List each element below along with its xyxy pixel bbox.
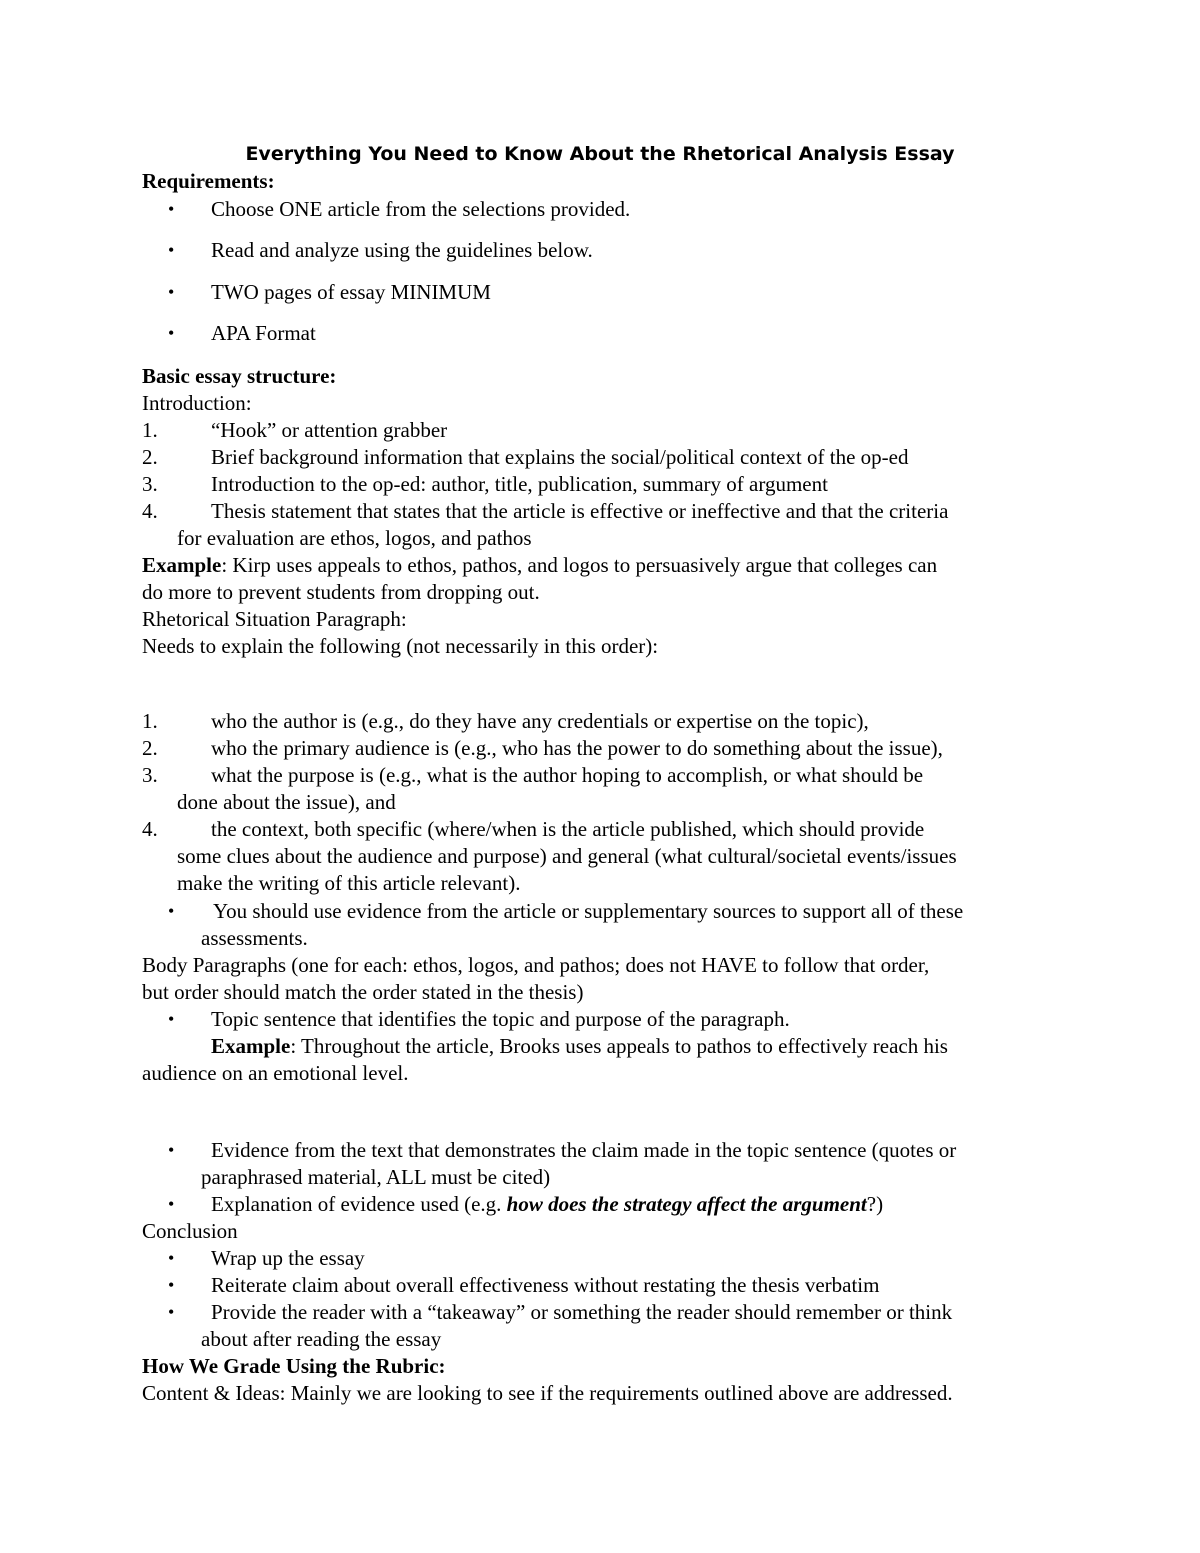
intro-item: Brief background information that explains the social/political context of the op-ed: [211, 445, 909, 469]
body-evidence-bullet: Evidence from the text that demonstrates the claim made in the topic sentence (quotes or: [211, 1138, 957, 1162]
example-label: Example: [142, 553, 222, 577]
conclusion-item-continuation: about after reading the essay: [201, 1327, 442, 1351]
example-text: : Kirp uses appeals to ethos, pathos, and logos to persuasively argue that colleges can: [221, 553, 938, 577]
body-evidence-continuation: paraphrased material, ALL must be cited): [201, 1165, 551, 1189]
bullet-icon: •: [168, 323, 175, 343]
conclusion-label: Conclusion: [142, 1219, 238, 1243]
list-number: 2.: [142, 445, 158, 469]
list-number: 1.: [142, 709, 158, 733]
rhetorical-item: who the author is (e.g., do they have any credentials or expertise on the topic),: [211, 709, 869, 733]
bullet-icon: •: [168, 901, 175, 921]
bullet-icon: •: [168, 1302, 175, 1322]
requirement-item: TWO pages of essay MINIMUM: [211, 280, 491, 304]
rhetorical-item: what the purpose is (e.g., what is the author hoping to accomplish, or what should be: [211, 763, 924, 787]
intro-item: “Hook” or attention grabber: [211, 418, 448, 442]
rhetorical-lead: Needs to explain the following (not necessarily in this order):: [142, 634, 659, 658]
rhetorical-bullet: You should use evidence from the article or supplementary sources to support all of these: [213, 899, 964, 923]
rhetorical-bullet-continuation: assessments.: [201, 926, 308, 950]
rhetorical-item: the context, both specific (where/when is the article published, which should provide: [211, 817, 925, 841]
bullet-icon: •: [168, 240, 175, 260]
rhetorical-item-continuation: make the writing of this article relevant).: [177, 871, 521, 895]
bullet-icon: •: [168, 282, 175, 302]
body-label: Body Paragraphs (one for each: ethos, logos, and pathos; does not HAVE to follow that order,: [142, 953, 930, 977]
intro-example: [142, 552, 937, 579]
explanation-emphasis: how does the strategy affect the argument: [506, 1192, 867, 1216]
body-explanation-bullet: [211, 1191, 883, 1218]
bullet-icon: •: [168, 1140, 175, 1160]
bullet-icon: •: [168, 1248, 175, 1268]
example-text-continuation: audience on an emotional level.: [142, 1061, 409, 1085]
example-text: : Throughout the article, Brooks uses appeals to pathos to effectively reach his: [290, 1034, 948, 1058]
bullet-icon: •: [168, 199, 175, 219]
grading-content: Content & Ideas: Mainly we are looking to see if the requirements outlined above are addressed.: [142, 1381, 953, 1405]
intro-item-continuation: for evaluation are ethos, logos, and pathos: [177, 526, 532, 550]
introduction-label: Introduction:: [142, 391, 252, 415]
rhetorical-item-continuation: some clues about the audience and purpose) and general (what cultural/societal events/issues: [177, 844, 957, 868]
list-number: 1.: [142, 418, 158, 442]
explanation-text-end: ?): [866, 1192, 884, 1216]
list-number: 4.: [142, 817, 158, 841]
explanation-text: Explanation of evidence used (e.g.: [211, 1192, 507, 1216]
page-title: Everything You Need to Know About the Rhetorical Analysis Essay: [245, 143, 955, 165]
structure-heading: Basic essay structure:: [142, 364, 337, 388]
requirement-item: APA Format: [211, 321, 316, 345]
example-label: Example: [211, 1034, 291, 1058]
requirement-item: Choose ONE article from the selections provided.: [211, 197, 631, 221]
body-topic-bullet: Topic sentence that identifies the topic and purpose of the paragraph.: [211, 1007, 790, 1031]
conclusion-item: Provide the reader with a “takeaway” or something the reader should remember or think: [211, 1300, 953, 1324]
bullet-icon: •: [168, 1275, 175, 1295]
requirement-item: Read and analyze using the guidelines below.: [211, 238, 593, 262]
list-number: 2.: [142, 736, 158, 760]
conclusion-item: Reiterate claim about overall effectiveness without restating the thesis verbatim: [211, 1273, 880, 1297]
list-number: 3.: [142, 472, 158, 496]
intro-item: Introduction to the op-ed: author, title, publication, summary of argument: [211, 472, 828, 496]
intro-item: Thesis statement that states that the article is effective or ineffective and that the criteria: [211, 499, 949, 523]
rhetorical-item-continuation: done about the issue), and: [177, 790, 396, 814]
example-text-continuation: do more to prevent students from dropping out.: [142, 580, 540, 604]
body-example: [211, 1033, 948, 1060]
body-label-continuation: but order should match the order stated in the thesis): [142, 980, 584, 1004]
list-number: 4.: [142, 499, 158, 523]
list-number: 3.: [142, 763, 158, 787]
conclusion-item: Wrap up the essay: [211, 1246, 365, 1270]
requirements-heading: Requirements:: [142, 169, 275, 193]
bullet-icon: •: [168, 1009, 175, 1029]
grading-heading: How We Grade Using the Rubric:: [142, 1354, 446, 1378]
rhetorical-item: who the primary audience is (e.g., who has the power to do something about the issue),: [211, 736, 943, 760]
bullet-icon: •: [168, 1194, 175, 1214]
rhetorical-label: Rhetorical Situation Paragraph:: [142, 607, 407, 631]
